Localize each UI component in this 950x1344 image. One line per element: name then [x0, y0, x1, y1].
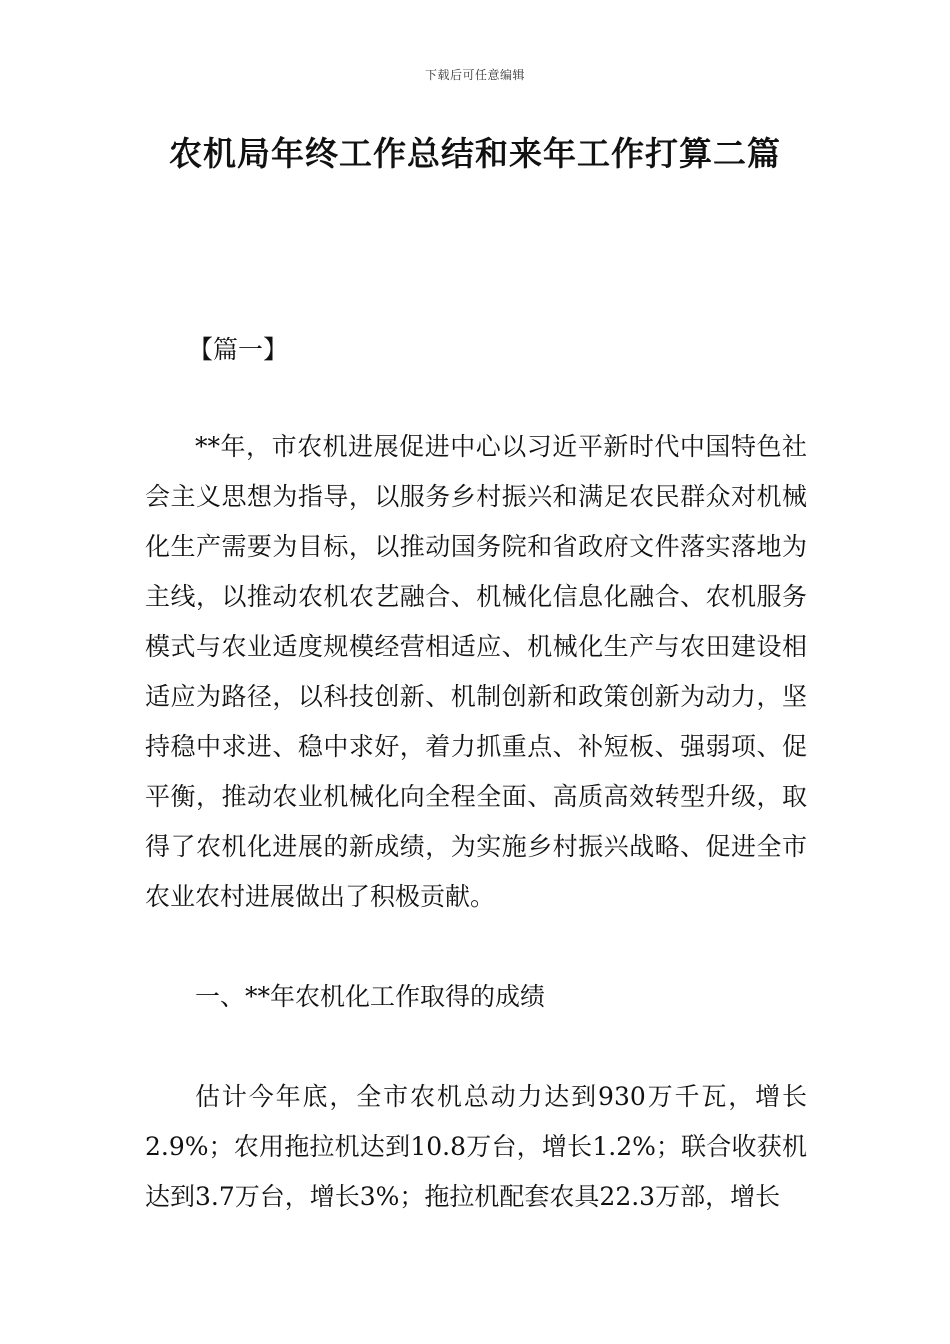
paragraph-statistics: 估计今年底，全市农机总动力达到930万千瓦，增长2.9%；农用拖拉机达到10.8万台，增长1.2%；联合收获机达到3.7万台，增长3%；拖拉机配套农具22.3万部，增长	[145, 1082, 807, 1211]
heading-achievements: 一、**年农机化工作取得的成绩	[195, 982, 546, 1011]
document-body	[145, 422, 807, 1222]
section-label: 【篇一】	[188, 335, 289, 364]
document-title: 农机局年终工作总结和来年工作打算二篇	[169, 134, 781, 173]
paragraph-intro: **年，市农机进展促进中心以习近平新时代中国特色社会主义思想为指导，以服务乡村振兴和满足农民群众对机械化生产需要为目标，以推动国务院和省政府文件落实落地为主线，以推动农机农艺融合、机械化信息化融合、农机服务模式与农业适度规模经营相适应、机械化生产与农田建设相适应为路径，以科技创新、机制创新和政策创新为动力，坚持稳中求进、稳中求好，着力抓重点、补短板、强弱项、促平衡，推动农业机械化向全程全面、高质高效转型升级，取得了农机化进展的新成绩，为实施乡村振兴战略、促进全市农业农村进展做出了积极贡献。	[145, 432, 807, 911]
header-note: 下载后可任意编辑	[424, 68, 525, 82]
